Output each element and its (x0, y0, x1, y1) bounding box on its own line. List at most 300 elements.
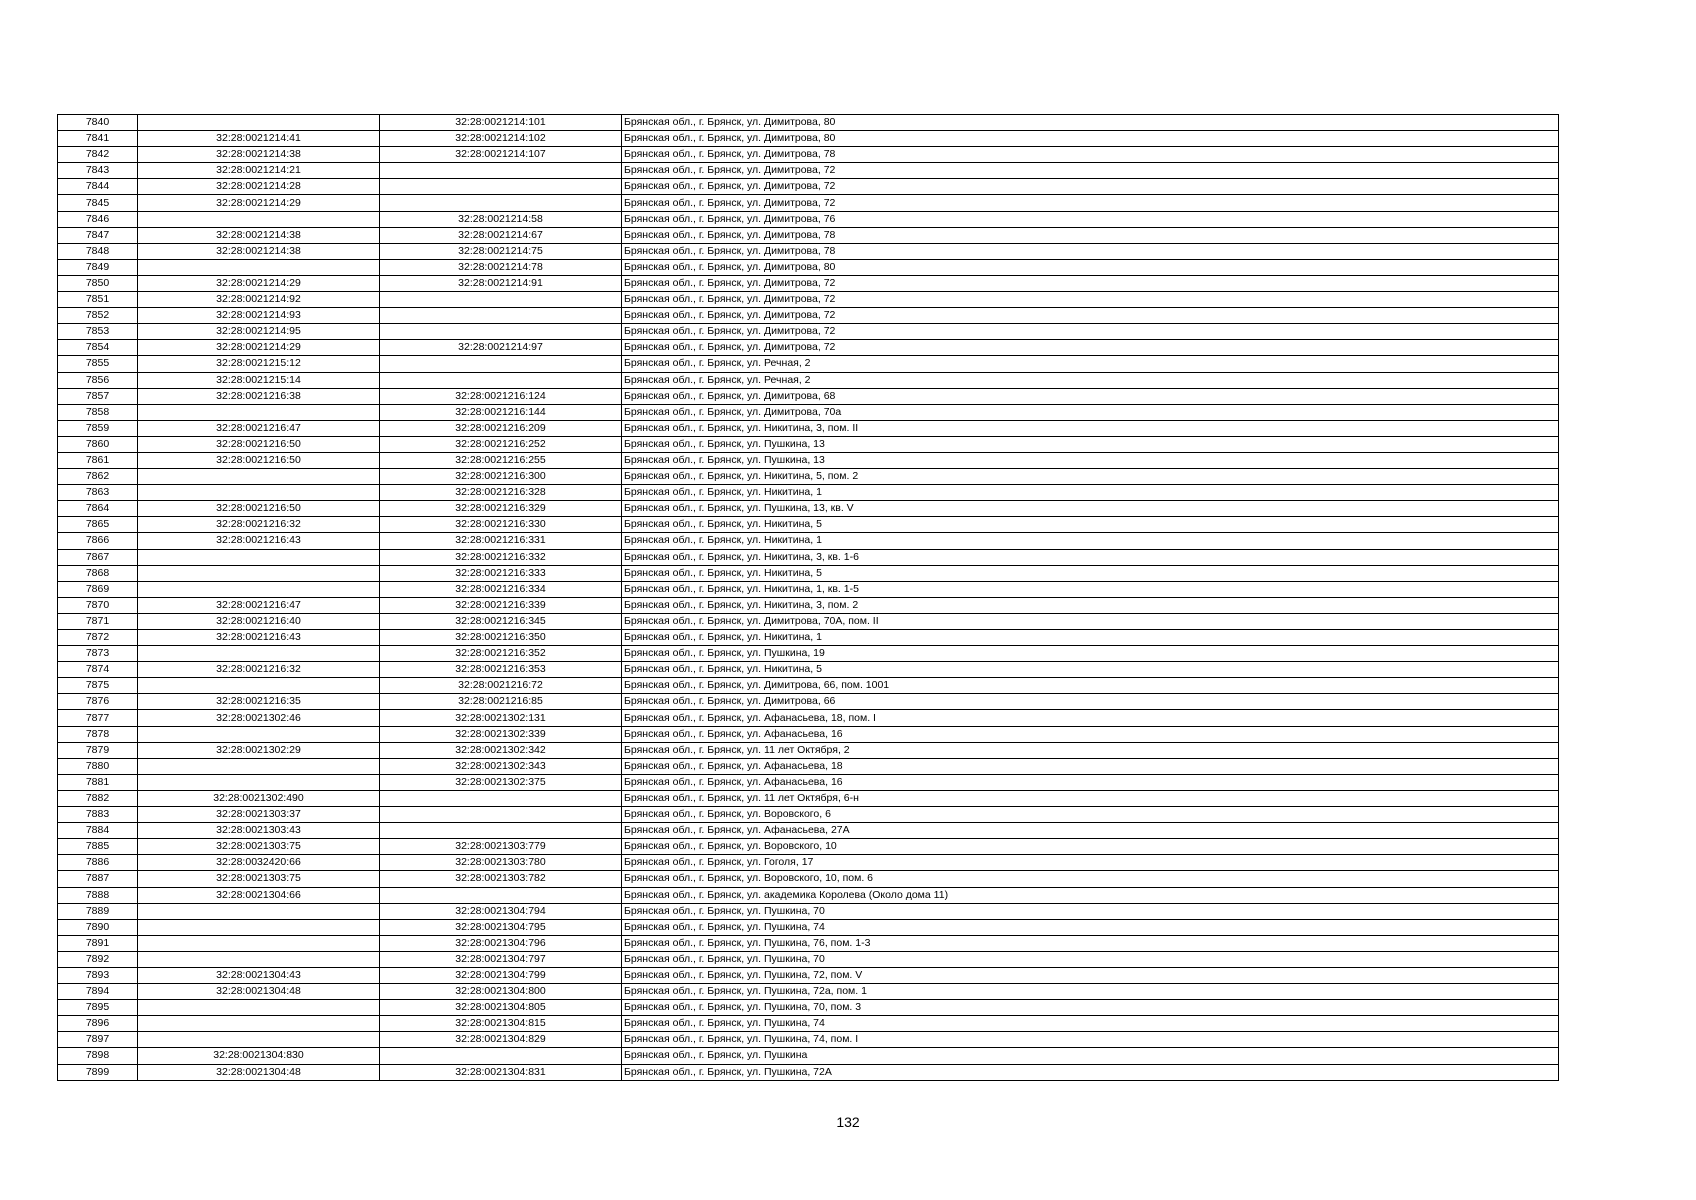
cell-address: Брянская обл., г. Брянск, ул. Димитрова, 80 (622, 131, 1559, 147)
table-row (58, 823, 1559, 839)
cell-address: Брянская обл., г. Брянск, ул. Димитрова, 72 (622, 275, 1559, 291)
table-row (58, 919, 1559, 935)
cell-cadastral-number-b: 32:28:0021216:352 (380, 646, 622, 662)
cell-address: Брянская обл., г. Брянск, ул. Димитрова, 76 (622, 211, 1559, 227)
cell-cadastral-number-b: 32:28:0021214:67 (380, 227, 622, 243)
table-row (58, 259, 1559, 275)
cell-row-number: 7858 (58, 404, 138, 420)
table-row (58, 147, 1559, 163)
cell-row-number: 7895 (58, 1000, 138, 1016)
cell-cadastral-number-a (138, 774, 380, 790)
table-row (58, 501, 1559, 517)
cell-cadastral-number-a: 32:28:0021214:93 (138, 308, 380, 324)
cell-address: Брянская обл., г. Брянск, ул. Пушкина, 74, пом. I (622, 1032, 1559, 1048)
cell-row-number: 7860 (58, 436, 138, 452)
cell-cadastral-number-a: 32:28:0021216:32 (138, 517, 380, 533)
cell-cadastral-number-a: 32:28:0021214:28 (138, 179, 380, 195)
cell-cadastral-number-a: 32:28:0021216:50 (138, 452, 380, 468)
cell-address: Брянская обл., г. Брянск, ул. Димитрова, 72 (622, 163, 1559, 179)
cell-cadastral-number-a: 32:28:0021303:43 (138, 823, 380, 839)
table-row (58, 404, 1559, 420)
cell-cadastral-number-b: 32:28:0021304:831 (380, 1064, 622, 1080)
table-row (58, 1032, 1559, 1048)
cell-address: Брянская обл., г. Брянск, ул. Никитина, 5, пом. 2 (622, 469, 1559, 485)
cell-cadastral-number-b: 32:28:0021216:209 (380, 420, 622, 436)
cell-cadastral-number-a: 32:28:0021216:50 (138, 501, 380, 517)
cell-cadastral-number-b (380, 179, 622, 195)
cell-cadastral-number-a: 32:28:0021214:29 (138, 275, 380, 291)
table-row (58, 420, 1559, 436)
cell-cadastral-number-b: 32:28:0021214:107 (380, 147, 622, 163)
cell-cadastral-number-a: 32:28:0021216:35 (138, 694, 380, 710)
cell-address: Брянская обл., г. Брянск, ул. Димитрова, 72 (622, 292, 1559, 308)
table-row (58, 597, 1559, 613)
cell-row-number: 7871 (58, 613, 138, 629)
table-row (58, 308, 1559, 324)
cell-row-number: 7890 (58, 919, 138, 935)
cell-address: Брянская обл., г. Брянск, ул. Пушкина, 74 (622, 1016, 1559, 1032)
cell-address: Брянская обл., г. Брянск, ул. Димитрова, 72 (622, 340, 1559, 356)
cell-address: Брянская обл., г. Брянск, ул. Пушкина, 19 (622, 646, 1559, 662)
cell-cadastral-number-b: 32:28:0021216:300 (380, 469, 622, 485)
cell-cadastral-number-a: 32:28:0021214:92 (138, 292, 380, 308)
cell-row-number: 7849 (58, 259, 138, 275)
cell-cadastral-number-a (138, 919, 380, 935)
cell-address: Брянская обл., г. Брянск, ул. Димитрова, 72 (622, 308, 1559, 324)
cell-row-number: 7867 (58, 549, 138, 565)
cell-address: Брянская обл., г. Брянск, ул. Димитрова, 70А, пом. II (622, 613, 1559, 629)
cell-address: Брянская обл., г. Брянск, ул. Димитрова, 70а (622, 404, 1559, 420)
cell-cadastral-number-a: 32:28:0021216:43 (138, 630, 380, 646)
cell-cadastral-number-a: 32:28:0021215:14 (138, 372, 380, 388)
table-row (58, 871, 1559, 887)
cell-row-number: 7847 (58, 227, 138, 243)
cell-cadastral-number-a (138, 678, 380, 694)
cell-address: Брянская обл., г. Брянск, ул. Пушкина, 70, пом. 3 (622, 1000, 1559, 1016)
cell-cadastral-number-b: 32:28:0021303:782 (380, 871, 622, 887)
cell-address: Брянская обл., г. Брянск, ул. Речная, 2 (622, 372, 1559, 388)
table-row (58, 951, 1559, 967)
cell-row-number: 7850 (58, 275, 138, 291)
cell-cadastral-number-a: 32:28:0021214:38 (138, 227, 380, 243)
cell-cadastral-number-b: 32:28:0021214:58 (380, 211, 622, 227)
cell-address: Брянская обл., г. Брянск, ул. Пушкина, 72, пом. V (622, 967, 1559, 983)
registry-table-body (58, 115, 1559, 1081)
cell-cadastral-number-b: 32:28:0021304:795 (380, 919, 622, 935)
cell-cadastral-number-a (138, 469, 380, 485)
table-row (58, 662, 1559, 678)
table-row (58, 275, 1559, 291)
cell-address: Брянская обл., г. Брянск, ул. Пушкина, 13, кв. V (622, 501, 1559, 517)
table-row (58, 855, 1559, 871)
table-row (58, 1000, 1559, 1016)
cell-address: Брянская обл., г. Брянск, ул. Афанасьева, 27А (622, 823, 1559, 839)
cell-cadastral-number-b: 32:28:0021304:796 (380, 935, 622, 951)
cell-cadastral-number-b: 32:28:0021216:350 (380, 630, 622, 646)
cell-cadastral-number-b (380, 163, 622, 179)
cell-row-number: 7851 (58, 292, 138, 308)
table-row (58, 1064, 1559, 1080)
cell-row-number: 7852 (58, 308, 138, 324)
cell-row-number: 7857 (58, 388, 138, 404)
cell-cadastral-number-a: 32:28:0021304:43 (138, 967, 380, 983)
cell-cadastral-number-b: 32:28:0021216:328 (380, 485, 622, 501)
cell-cadastral-number-b: 32:28:0021304:805 (380, 1000, 622, 1016)
table-row (58, 887, 1559, 903)
cell-cadastral-number-a (138, 758, 380, 774)
cell-row-number: 7885 (58, 839, 138, 855)
cell-cadastral-number-b (380, 292, 622, 308)
cell-row-number: 7882 (58, 790, 138, 806)
cell-row-number: 7893 (58, 967, 138, 983)
cell-address: Брянская обл., г. Брянск, ул. Димитрова, 80 (622, 115, 1559, 131)
table-row (58, 372, 1559, 388)
cell-cadastral-number-a: 32:28:0021216:32 (138, 662, 380, 678)
cell-row-number: 7880 (58, 758, 138, 774)
cell-address: Брянская обл., г. Брянск, ул. Димитрова, 72 (622, 324, 1559, 340)
cell-row-number: 7865 (58, 517, 138, 533)
cell-cadastral-number-b: 32:28:0021216:331 (380, 533, 622, 549)
cell-cadastral-number-a: 32:28:0021214:38 (138, 243, 380, 259)
cell-address: Брянская обл., г. Брянск, ул. Афанасьева, 18 (622, 758, 1559, 774)
cell-row-number: 7887 (58, 871, 138, 887)
cell-row-number: 7848 (58, 243, 138, 259)
table-row (58, 163, 1559, 179)
cell-cadastral-number-b: 32:28:0021302:339 (380, 726, 622, 742)
cell-cadastral-number-a: 32:28:0021304:48 (138, 984, 380, 1000)
cell-cadastral-number-a: 32:28:0021214:29 (138, 195, 380, 211)
cell-row-number: 7899 (58, 1064, 138, 1080)
cell-address: Брянская обл., г. Брянск, ул. Воровского, 10 (622, 839, 1559, 855)
table-row (58, 935, 1559, 951)
cell-row-number: 7896 (58, 1016, 138, 1032)
cell-cadastral-number-b: 32:28:0021216:252 (380, 436, 622, 452)
cell-row-number: 7841 (58, 131, 138, 147)
cell-address: Брянская обл., г. Брянск, ул. Димитрова, 68 (622, 388, 1559, 404)
cell-cadastral-number-a: 32:28:0021214:38 (138, 147, 380, 163)
cell-row-number: 7842 (58, 147, 138, 163)
cell-cadastral-number-a (138, 259, 380, 275)
cell-row-number: 7861 (58, 452, 138, 468)
cell-cadastral-number-a: 32:28:0021216:50 (138, 436, 380, 452)
cell-cadastral-number-b: 32:28:0021216:255 (380, 452, 622, 468)
table-row (58, 630, 1559, 646)
table-row (58, 356, 1559, 372)
cell-cadastral-number-a: 32:28:0021302:29 (138, 742, 380, 758)
cell-cadastral-number-b: 32:28:0021304:794 (380, 903, 622, 919)
cell-row-number: 7884 (58, 823, 138, 839)
cell-cadastral-number-b: 32:28:0021304:799 (380, 967, 622, 983)
cell-cadastral-number-a (138, 935, 380, 951)
table-row (58, 292, 1559, 308)
table-row (58, 324, 1559, 340)
table-row (58, 646, 1559, 662)
cell-address: Брянская обл., г. Брянск, ул. Афанасьева, 16 (622, 774, 1559, 790)
table-row (58, 984, 1559, 1000)
cell-address: Брянская обл., г. Брянск, ул. Пушкина, 70 (622, 903, 1559, 919)
cell-address: Брянская обл., г. Брянск, ул. Пушкина, 13 (622, 452, 1559, 468)
cell-cadastral-number-b: 32:28:0021216:85 (380, 694, 622, 710)
table-row (58, 469, 1559, 485)
cell-cadastral-number-a (138, 549, 380, 565)
cell-cadastral-number-a (138, 581, 380, 597)
cell-cadastral-number-a: 32:28:0021303:37 (138, 807, 380, 823)
cell-cadastral-number-a: 32:28:0021302:490 (138, 790, 380, 806)
cell-cadastral-number-a: 32:28:0021216:40 (138, 613, 380, 629)
table-row (58, 710, 1559, 726)
cell-address: Брянская обл., г. Брянск, ул. Воровского, 10, пом. 6 (622, 871, 1559, 887)
table-row (58, 243, 1559, 259)
cell-cadastral-number-a: 32:28:0021303:75 (138, 871, 380, 887)
table-row (58, 452, 1559, 468)
cell-cadastral-number-b: 32:28:0021216:144 (380, 404, 622, 420)
table-row (58, 807, 1559, 823)
table-row (58, 131, 1559, 147)
cell-row-number: 7844 (58, 179, 138, 195)
cell-row-number: 7862 (58, 469, 138, 485)
cell-address: Брянская обл., г. Брянск, ул. Пушкина, 70 (622, 951, 1559, 967)
cell-cadastral-number-b (380, 823, 622, 839)
cell-cadastral-number-b: 32:28:0021304:815 (380, 1016, 622, 1032)
cell-row-number: 7859 (58, 420, 138, 436)
cell-cadastral-number-a: 32:28:0021214:29 (138, 340, 380, 356)
cell-address: Брянская обл., г. Брянск, ул. Димитрова, 66, пом. 1001 (622, 678, 1559, 694)
table-row (58, 115, 1559, 131)
cell-address: Брянская обл., г. Брянск, ул. Никитина, 5 (622, 517, 1559, 533)
table-row (58, 195, 1559, 211)
page-number: 132 (836, 1114, 860, 1130)
table-row (58, 758, 1559, 774)
cell-cadastral-number-b (380, 807, 622, 823)
cell-row-number: 7879 (58, 742, 138, 758)
cell-cadastral-number-a (138, 485, 380, 501)
table-row (58, 742, 1559, 758)
cell-address: Брянская обл., г. Брянск, ул. Димитрова, 72 (622, 179, 1559, 195)
table-row (58, 179, 1559, 195)
table-row (58, 694, 1559, 710)
table-row (58, 678, 1559, 694)
cell-row-number: 7894 (58, 984, 138, 1000)
cell-row-number: 7881 (58, 774, 138, 790)
cell-cadastral-number-b (380, 887, 622, 903)
cell-cadastral-number-a (138, 951, 380, 967)
cell-cadastral-number-a (138, 115, 380, 131)
cell-cadastral-number-a: 32:28:0021304:830 (138, 1048, 380, 1064)
table-row (58, 1016, 1559, 1032)
cell-cadastral-number-b: 32:28:0021216:334 (380, 581, 622, 597)
cell-address: Брянская обл., г. Брянск, ул. Пушкина, 72а, пом. 1 (622, 984, 1559, 1000)
cell-row-number: 7854 (58, 340, 138, 356)
cell-address: Брянская обл., г. Брянск, ул. Никитина, 5 (622, 662, 1559, 678)
table-row (58, 340, 1559, 356)
table-row (58, 211, 1559, 227)
table-row (58, 1048, 1559, 1064)
cell-address: Брянская обл., г. Брянск, ул. Никитина, 1 (622, 485, 1559, 501)
table-row (58, 839, 1559, 855)
cell-cadastral-number-a (138, 1000, 380, 1016)
cell-cadastral-number-b (380, 308, 622, 324)
cell-row-number: 7891 (58, 935, 138, 951)
table-row (58, 485, 1559, 501)
cell-address: Брянская обл., г. Брянск, ул. Никитина, 3, кв. 1-6 (622, 549, 1559, 565)
cell-row-number: 7898 (58, 1048, 138, 1064)
cell-cadastral-number-a: 32:28:0021304:48 (138, 1064, 380, 1080)
cell-address: Брянская обл., г. Брянск, ул. Димитрова, 78 (622, 227, 1559, 243)
cell-row-number: 7853 (58, 324, 138, 340)
cell-row-number: 7878 (58, 726, 138, 742)
cell-row-number: 7870 (58, 597, 138, 613)
cell-address: Брянская обл., г. Брянск, ул. Димитрова, 66 (622, 694, 1559, 710)
cell-cadastral-number-b: 32:28:0021302:343 (380, 758, 622, 774)
cell-cadastral-number-b: 32:28:0021216:329 (380, 501, 622, 517)
cell-cadastral-number-a: 32:28:0021303:75 (138, 839, 380, 855)
cell-row-number: 7869 (58, 581, 138, 597)
cell-cadastral-number-b: 32:28:0021216:339 (380, 597, 622, 613)
table-row (58, 774, 1559, 790)
cell-cadastral-number-a (138, 404, 380, 420)
cell-cadastral-number-b (380, 372, 622, 388)
cell-cadastral-number-b (380, 356, 622, 372)
cell-address: Брянская обл., г. Брянск, ул. Афанасьева, 16 (622, 726, 1559, 742)
cell-cadastral-number-a: 32:28:0021216:47 (138, 420, 380, 436)
table-row (58, 517, 1559, 533)
cell-address: Брянская обл., г. Брянск, ул. академика Королева (Около дома 11) (622, 887, 1559, 903)
cell-cadastral-number-a: 32:28:0021216:47 (138, 597, 380, 613)
cell-cadastral-number-a (138, 726, 380, 742)
cell-row-number: 7868 (58, 565, 138, 581)
cell-row-number: 7874 (58, 662, 138, 678)
registry-table (57, 114, 1559, 1081)
cell-row-number: 7876 (58, 694, 138, 710)
cell-cadastral-number-a (138, 1032, 380, 1048)
cell-row-number: 7883 (58, 807, 138, 823)
cell-cadastral-number-b: 32:28:0021303:779 (380, 839, 622, 855)
cell-address: Брянская обл., г. Брянск, ул. Димитрова, 78 (622, 147, 1559, 163)
table-row (58, 565, 1559, 581)
cell-address: Брянская обл., г. Брянск, ул. Гоголя, 17 (622, 855, 1559, 871)
cell-cadastral-number-a: 32:28:0021215:12 (138, 356, 380, 372)
cell-cadastral-number-b: 32:28:0021216:330 (380, 517, 622, 533)
cell-address: Брянская обл., г. Брянск, ул. Никитина, 1 (622, 630, 1559, 646)
cell-address: Брянская обл., г. Брянск, ул. Никитина, 1 (622, 533, 1559, 549)
cell-cadastral-number-b: 32:28:0021302:375 (380, 774, 622, 790)
cell-cadastral-number-b: 32:28:0021302:131 (380, 710, 622, 726)
cell-cadastral-number-a (138, 211, 380, 227)
cell-row-number: 7888 (58, 887, 138, 903)
cell-cadastral-number-b: 32:28:0021214:75 (380, 243, 622, 259)
cell-cadastral-number-b (380, 790, 622, 806)
cell-address: Брянская обл., г. Брянск, ул. Димитрова, 78 (622, 243, 1559, 259)
cell-row-number: 7875 (58, 678, 138, 694)
cell-cadastral-number-b: 32:28:0021216:72 (380, 678, 622, 694)
cell-address: Брянская обл., г. Брянск, ул. Никитина, 1, кв. 1-5 (622, 581, 1559, 597)
cell-cadastral-number-b (380, 195, 622, 211)
cell-address: Брянская обл., г. Брянск, ул. Димитрова, 72 (622, 195, 1559, 211)
cell-row-number: 7845 (58, 195, 138, 211)
cell-address: Брянская обл., г. Брянск, ул. Пушкина, 72А (622, 1064, 1559, 1080)
cell-row-number: 7897 (58, 1032, 138, 1048)
cell-cadastral-number-a: 32:28:0021216:38 (138, 388, 380, 404)
cell-address: Брянская обл., г. Брянск, ул. Речная, 2 (622, 356, 1559, 372)
cell-cadastral-number-a: 32:28:0032420:66 (138, 855, 380, 871)
cell-address: Брянская обл., г. Брянск, ул. Пушкина, 76, пом. 1-3 (622, 935, 1559, 951)
cell-address: Брянская обл., г. Брянск, ул. Воровского, 6 (622, 807, 1559, 823)
cell-cadastral-number-b: 32:28:0021214:91 (380, 275, 622, 291)
table-row (58, 967, 1559, 983)
cell-row-number: 7872 (58, 630, 138, 646)
cell-cadastral-number-a: 32:28:0021214:41 (138, 131, 380, 147)
cell-row-number: 7855 (58, 356, 138, 372)
cell-address: Брянская обл., г. Брянск, ул. 11 лет Октября, 2 (622, 742, 1559, 758)
cell-cadastral-number-a (138, 1016, 380, 1032)
cell-cadastral-number-b: 32:28:0021216:345 (380, 613, 622, 629)
table-row (58, 227, 1559, 243)
cell-row-number: 7877 (58, 710, 138, 726)
cell-cadastral-number-b: 32:28:0021216:332 (380, 549, 622, 565)
cell-row-number: 7866 (58, 533, 138, 549)
cell-address: Брянская обл., г. Брянск, ул. Пушкина, 13 (622, 436, 1559, 452)
cell-cadastral-number-b: 32:28:0021304:797 (380, 951, 622, 967)
cell-cadastral-number-b: 32:28:0021214:101 (380, 115, 622, 131)
cell-address: Брянская обл., г. Брянск, ул. Пушкина, 74 (622, 919, 1559, 935)
cell-cadastral-number-b: 32:28:0021303:780 (380, 855, 622, 871)
cell-cadastral-number-a: 32:28:0021216:43 (138, 533, 380, 549)
cell-row-number: 7886 (58, 855, 138, 871)
cell-cadastral-number-b: 32:28:0021216:124 (380, 388, 622, 404)
cell-row-number: 7843 (58, 163, 138, 179)
table-row (58, 436, 1559, 452)
cell-row-number: 7873 (58, 646, 138, 662)
cell-cadastral-number-a: 32:28:0021302:46 (138, 710, 380, 726)
cell-cadastral-number-a: 32:28:0021214:95 (138, 324, 380, 340)
cell-cadastral-number-b: 32:28:0021214:97 (380, 340, 622, 356)
cell-row-number: 7892 (58, 951, 138, 967)
cell-row-number: 7864 (58, 501, 138, 517)
table-row (58, 903, 1559, 919)
cell-cadastral-number-b: 32:28:0021302:342 (380, 742, 622, 758)
cell-address: Брянская обл., г. Брянск, ул. Пушкина (622, 1048, 1559, 1064)
table-row (58, 726, 1559, 742)
table-row (58, 613, 1559, 629)
cell-cadastral-number-b (380, 324, 622, 340)
cell-cadastral-number-a (138, 903, 380, 919)
cell-cadastral-number-a (138, 646, 380, 662)
cell-address: Брянская обл., г. Брянск, ул. Никитина, 3, пом. 2 (622, 597, 1559, 613)
table-row (58, 549, 1559, 565)
cell-cadastral-number-a (138, 565, 380, 581)
cell-cadastral-number-b: 32:28:0021216:353 (380, 662, 622, 678)
cell-cadastral-number-b: 32:28:0021214:102 (380, 131, 622, 147)
cell-cadastral-number-b: 32:28:0021214:78 (380, 259, 622, 275)
cell-address: Брянская обл., г. Брянск, ул. 11 лет Октября, 6-н (622, 790, 1559, 806)
cell-cadastral-number-a: 32:28:0021304:66 (138, 887, 380, 903)
cell-cadastral-number-b (380, 1048, 622, 1064)
cell-address: Брянская обл., г. Брянск, ул. Афанасьева, 18, пом. I (622, 710, 1559, 726)
cell-row-number: 7856 (58, 372, 138, 388)
table-row (58, 790, 1559, 806)
cell-row-number: 7840 (58, 115, 138, 131)
cell-cadastral-number-b: 32:28:0021304:800 (380, 984, 622, 1000)
cell-cadastral-number-a: 32:28:0021214:21 (138, 163, 380, 179)
cell-address: Брянская обл., г. Брянск, ул. Никитина, 5 (622, 565, 1559, 581)
cell-cadastral-number-b: 32:28:0021216:333 (380, 565, 622, 581)
table-row (58, 581, 1559, 597)
cell-row-number: 7863 (58, 485, 138, 501)
cell-cadastral-number-b: 32:28:0021304:829 (380, 1032, 622, 1048)
cell-address: Брянская обл., г. Брянск, ул. Никитина, 3, пом. II (622, 420, 1559, 436)
table-row (58, 533, 1559, 549)
cell-row-number: 7889 (58, 903, 138, 919)
